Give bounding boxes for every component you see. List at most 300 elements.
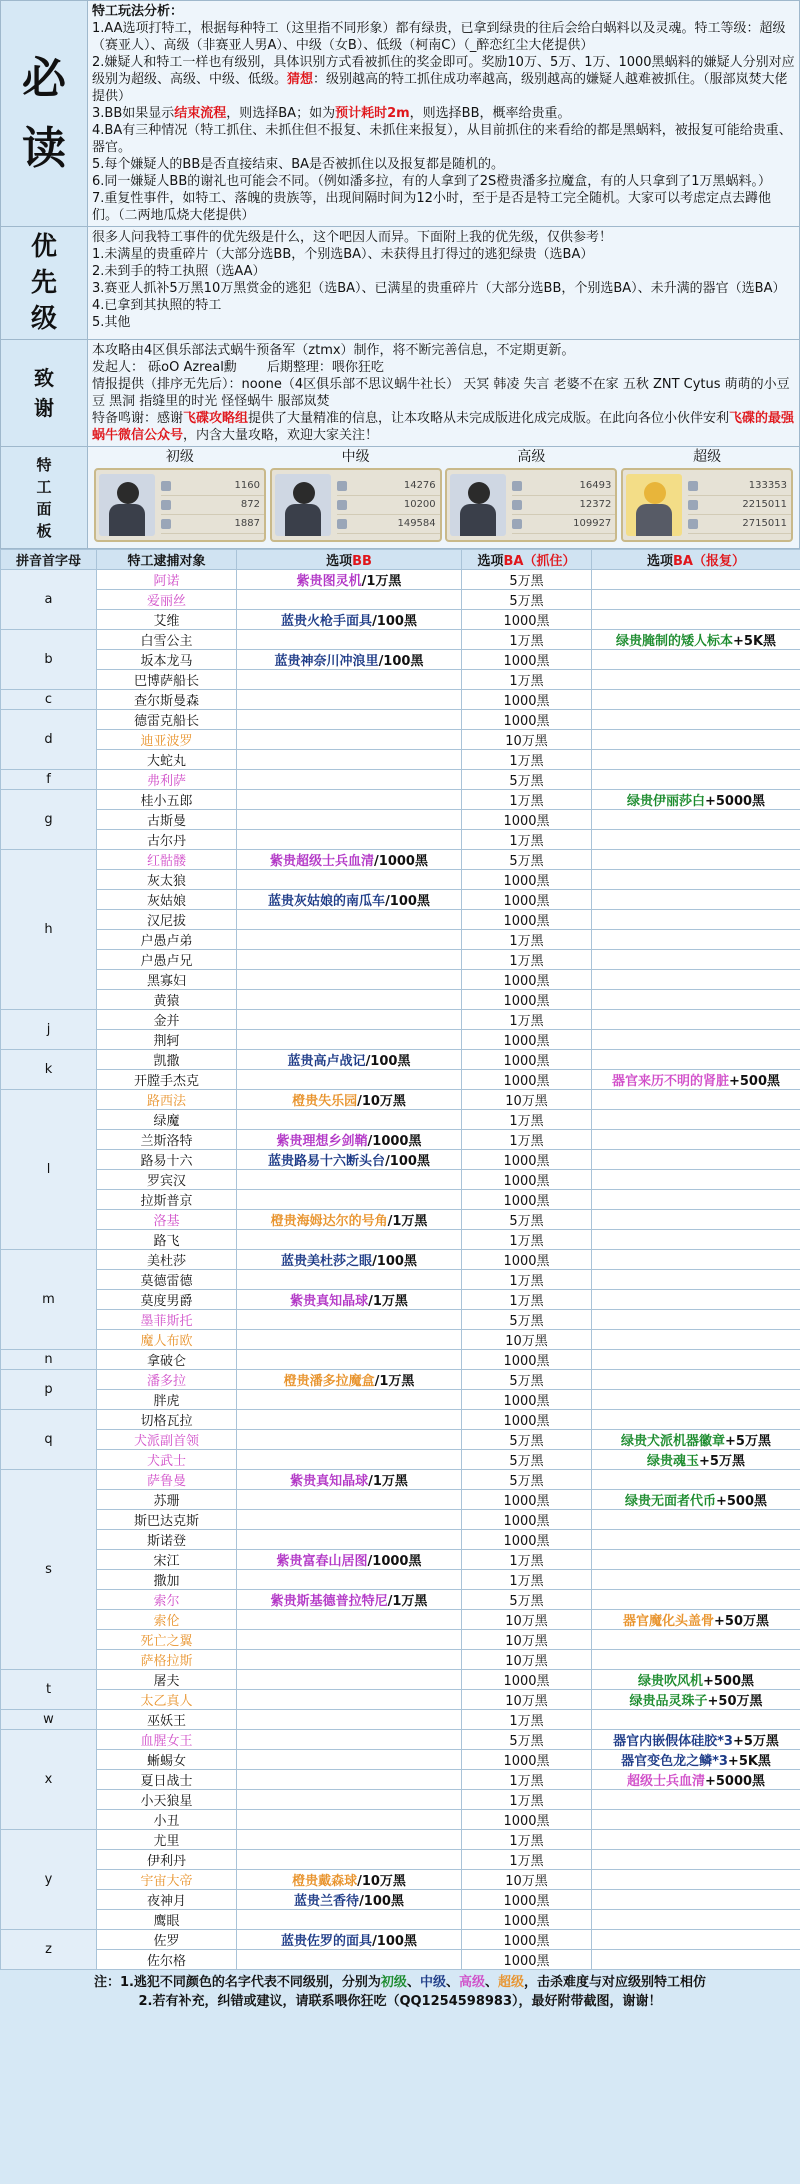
bb-reward-cell [237, 1690, 462, 1710]
agent-card [270, 468, 442, 542]
pinyin-letter-cell: t [1, 1670, 97, 1710]
target-name-cell: 犬派副首领 [97, 1430, 237, 1450]
bb-reward-cell [237, 1730, 462, 1750]
target-name-cell: 小天狼星 [97, 1790, 237, 1810]
agent-avatar-icon [450, 474, 506, 536]
target-name-cell: 查尔斯曼森 [97, 690, 237, 710]
bb-reward-cell [237, 1110, 462, 1130]
must-read-line: 特工玩法分析： [92, 4, 184, 19]
table-row [1, 1030, 800, 1050]
table-row [1, 930, 800, 950]
ba-catch-cell: 1000黑 [462, 810, 592, 830]
target-name-cell: 凯撒 [97, 1050, 237, 1070]
ba-revenge-cell [592, 1090, 800, 1110]
target-name-cell: 弗利萨 [97, 770, 237, 790]
target-name-cell: 索尔 [97, 1590, 237, 1610]
table-row [1, 1210, 800, 1230]
table-row [1, 1750, 800, 1770]
ba-catch-cell: 1000黑 [462, 1070, 592, 1090]
bb-reward-cell: 橙贵失乐园/10万黑 [237, 1090, 462, 1110]
ba-revenge-cell [592, 730, 800, 750]
target-name-cell: 荆轲 [97, 1030, 237, 1050]
table-row [1, 950, 800, 970]
table-row [1, 1430, 800, 1450]
stat-icon [161, 500, 171, 510]
table-row [1, 1310, 800, 1330]
ba-revenge-cell [592, 1930, 800, 1950]
stat-value: 872 [240, 499, 260, 510]
ba-catch-cell: 1000黑 [462, 1930, 592, 1950]
panel-level-header: 中级 [341, 449, 370, 465]
target-name-cell: 血腥女王 [97, 1730, 237, 1750]
table-row [1, 1870, 800, 1890]
pinyin-letter-cell: q [1, 1410, 97, 1470]
bb-reward-cell: 蓝贵高卢战记/100黑 [237, 1050, 462, 1070]
target-name-cell: 迪亚波罗 [97, 730, 237, 750]
ba-catch-cell: 1万黑 [462, 1850, 592, 1870]
bb-reward-cell [237, 1410, 462, 1430]
ba-catch-cell: 5万黑 [462, 1470, 592, 1490]
ba-revenge-cell: 绿贵腌制的矮人标本+5K黑 [592, 630, 800, 650]
thanks-text: 提供了大量精准的信息，让本攻略从未完成版进化成完成版。在此向各位小伙伴安利 [248, 411, 730, 426]
stat-value: 10200 [403, 499, 436, 510]
table-row [1, 810, 800, 830]
table-row [1, 1150, 800, 1170]
bb-reward-cell [237, 630, 462, 650]
stat-value: 2715011 [742, 518, 787, 529]
ba-catch-cell: 1000黑 [462, 1390, 592, 1410]
target-name-cell: 佐罗 [97, 1930, 237, 1950]
table-row [1, 670, 800, 690]
ba-revenge-cell: 绿贵犬派机器徽章+5万黑 [592, 1430, 800, 1450]
stat-icon [512, 500, 522, 510]
stat-value: 149584 [397, 518, 436, 529]
ba-revenge-cell [592, 1790, 800, 1810]
must-read-label: 必 读 [1, 1, 88, 227]
bb-reward-cell [237, 1330, 462, 1350]
ba-revenge-cell [592, 1550, 800, 1570]
thanks-text: 特备鸣谢：感谢 [92, 411, 184, 426]
priority-label: 优 先 级 [1, 227, 88, 340]
ba-revenge-cell [592, 1270, 800, 1290]
ba-catch-cell: 5万黑 [462, 1210, 592, 1230]
ba-revenge-cell [592, 810, 800, 830]
panel-level-header: 超级 [693, 449, 722, 465]
target-name-cell: 绿魔 [97, 1110, 237, 1130]
target-name-cell: 胖虎 [97, 1390, 237, 1410]
ba-revenge-cell [592, 1030, 800, 1050]
ba-catch-cell: 10万黑 [462, 1330, 592, 1350]
ba-revenge-cell [592, 690, 800, 710]
ba-revenge-cell [592, 750, 800, 770]
stat-value: 14276 [403, 480, 436, 491]
stat-icon [337, 481, 347, 491]
ba-catch-cell: 1000黑 [462, 1750, 592, 1770]
target-name-cell: 爱丽丝 [97, 590, 237, 610]
agent-stat [161, 477, 264, 496]
table-row [1, 1530, 800, 1550]
priority-line: 很多人问我特工事件的优先级是什么，这个吧因人而异。下面附上我的优先级，仅供参考！ [92, 230, 613, 245]
pinyin-letter-cell: a [1, 570, 97, 630]
ba-catch-cell: 1000黑 [462, 890, 592, 910]
agent-stat [688, 515, 791, 534]
stat-value: 2215011 [742, 499, 787, 510]
ba-revenge-cell [592, 1850, 800, 1870]
ba-catch-cell: 1000黑 [462, 1250, 592, 1270]
target-name-cell: 宋江 [97, 1550, 237, 1570]
target-name-cell: 萨鲁曼 [97, 1470, 237, 1490]
target-name-cell: 魔人布欧 [97, 1330, 237, 1350]
table-row [1, 1550, 800, 1570]
bb-reward-cell [237, 950, 462, 970]
table-row [1, 1710, 800, 1730]
ba-revenge-cell [592, 1910, 800, 1930]
stat-icon [512, 481, 522, 491]
pinyin-letter-cell: w [1, 1710, 97, 1730]
ba-catch-cell: 1000黑 [462, 1890, 592, 1910]
target-name-cell: 洛基 [97, 1210, 237, 1230]
ba-catch-cell: 5万黑 [462, 1450, 592, 1470]
ba-revenge-cell [592, 1510, 800, 1530]
bb-reward-cell [237, 1710, 462, 1730]
header-ba-revenge: 选项BA（报复） [592, 550, 800, 570]
must-read-line: 1.AA选项打特工，根据每种特工（这里指不同形象）都有绿贵，已拿到绿贵的往后会给白蜗料以及灵魂。特工等级：超级（赛亚人）、高级（非赛亚人男A）、中级（女B）、低级（柯南C）（_醉恋红尘大佬提供） [92, 21, 786, 53]
target-name-cell: 德雷克船长 [97, 710, 237, 730]
ba-catch-cell: 1万黑 [462, 630, 592, 650]
table-row [1, 1070, 800, 1090]
must-read-line: 7.重复性事件，如特工、落魄的贵族等，出现间隔时间为12小时，至于是否是特工完全随机。大家可以考虑定点去蹲他们。（二两地瓜烧大佬提供） [92, 191, 771, 223]
table-row [1, 1410, 800, 1430]
target-name-cell: 莫度男爵 [97, 1290, 237, 1310]
ba-catch-cell: 1000黑 [462, 1030, 592, 1050]
ba-revenge-cell [592, 1230, 800, 1250]
thanks-section [1, 340, 800, 447]
bb-reward-cell [237, 1610, 462, 1630]
ba-catch-cell: 1万黑 [462, 1550, 592, 1570]
target-name-cell: 路西法 [97, 1090, 237, 1110]
ba-revenge-cell: 绿贵伊丽莎白+5000黑 [592, 790, 800, 810]
ba-revenge-cell [592, 990, 800, 1010]
ba-revenge-cell [592, 910, 800, 930]
level-super: 超级 [498, 1975, 525, 1990]
ba-catch-cell: 1万黑 [462, 1230, 592, 1250]
stat-icon [512, 519, 522, 529]
pinyin-letter-cell: k [1, 1050, 97, 1090]
level-low: 初级 [380, 1975, 407, 1990]
agent-avatar-icon [275, 474, 331, 536]
must-read-line: 5.每个嫌疑人的BB是否直接结束、BA是否被抓住以及报复都是随机的。 [92, 157, 505, 172]
table-row [1, 1810, 800, 1830]
ba-catch-cell: 1万黑 [462, 1010, 592, 1030]
table-row [1, 1890, 800, 1910]
target-name-cell: 桂小五郎 [97, 790, 237, 810]
agent-stat [161, 515, 264, 534]
table-row [1, 1510, 800, 1530]
bb-reward-cell [237, 970, 462, 990]
pinyin-letter-cell: y [1, 1830, 97, 1930]
agent-stat [161, 496, 264, 515]
target-name-cell: 古斯曼 [97, 810, 237, 830]
ba-revenge-cell [592, 1310, 800, 1330]
table-row [1, 1930, 800, 1950]
bb-reward-cell [237, 1030, 462, 1050]
stat-icon [161, 481, 171, 491]
table-row [1, 910, 800, 930]
ba-revenge-cell [592, 1590, 800, 1610]
target-name-cell: 蜥蜴女 [97, 1750, 237, 1770]
ba-catch-cell: 1000黑 [462, 1350, 592, 1370]
target-name-cell: 鹰眼 [97, 1910, 237, 1930]
target-name-cell: 拿破仑 [97, 1350, 237, 1370]
agent-avatar-icon [626, 474, 682, 536]
target-name-cell: 路飞 [97, 1230, 237, 1250]
bb-reward-cell [237, 1790, 462, 1810]
ba-catch-cell: 10万黑 [462, 730, 592, 750]
agent-card [94, 468, 266, 542]
ba-revenge-cell [592, 890, 800, 910]
bb-reward-cell: 紫贵超级士兵血清/1000黑 [237, 850, 462, 870]
bb-reward-cell [237, 1630, 462, 1650]
target-name-cell: 小丑 [97, 1810, 237, 1830]
thanks-text: ，内含大量攻略，欢迎大家关注！ [183, 428, 379, 443]
must-read-line: 4.BA有三种情况（特工抓住、未抓住但不报复、未抓住来报复），从目前抓住的来看给的都是黑蜗料，被报复可能给贵重、器官。 [92, 123, 792, 155]
ba-catch-cell: 1000黑 [462, 910, 592, 930]
target-name-cell: 兰斯洛特 [97, 1130, 237, 1150]
capture-table [0, 549, 800, 1970]
stat-icon [161, 519, 171, 529]
ba-revenge-cell [592, 1830, 800, 1850]
target-name-cell: 切格瓦拉 [97, 1410, 237, 1430]
ba-revenge-cell [592, 970, 800, 990]
target-name-cell: 巫妖王 [97, 1710, 237, 1730]
ba-revenge-cell [592, 650, 800, 670]
priority-line: 3.赛亚人抓补5万黑10万黑赏金的逃犯（选BA）、已满星的贵重碎片（大部分选BB，个别选BA）、未升满的器官（选BA） [92, 281, 786, 296]
ba-revenge-cell [592, 590, 800, 610]
table-row [1, 710, 800, 730]
panel-level-headers [92, 449, 795, 466]
agent-stat [337, 496, 440, 515]
footer-note [0, 1970, 800, 2011]
bb-reward-cell [237, 790, 462, 810]
target-name-cell: 户愚卢兄 [97, 950, 237, 970]
table-row [1, 690, 800, 710]
priority-content [88, 227, 800, 340]
thanks-line-4 [92, 410, 795, 444]
stat-icon [688, 500, 698, 510]
bb-reward-cell [237, 1530, 462, 1550]
target-name-cell: 伊利丹 [97, 1850, 237, 1870]
target-name-cell: 古尔丹 [97, 830, 237, 850]
target-name-cell: 撒加 [97, 1570, 237, 1590]
ba-revenge-cell [592, 930, 800, 950]
ba-revenge-cell [592, 1130, 800, 1150]
ba-revenge-cell [592, 610, 800, 630]
bb-reward-cell [237, 1950, 462, 1970]
bb-reward-cell [237, 690, 462, 710]
pinyin-letter-cell: f [1, 770, 97, 790]
target-name-cell: 灰姑娘 [97, 890, 237, 910]
priority-line: 5.其他 [92, 315, 131, 330]
must-read-section [1, 1, 800, 227]
table-row [1, 1350, 800, 1370]
table-row [1, 1650, 800, 1670]
panel-label: 特 工 面 板 [1, 447, 88, 549]
target-name-cell: 尤里 [97, 1830, 237, 1850]
bb-reward-cell [237, 1810, 462, 1830]
stat-value: 133353 [748, 480, 787, 491]
table-row [1, 590, 800, 610]
table-row [1, 1850, 800, 1870]
ba-revenge-cell: 绿贵吹风机+500黑 [592, 1670, 800, 1690]
pinyin-letter-cell: j [1, 1010, 97, 1050]
target-name-cell: 拉斯普京 [97, 1190, 237, 1210]
bb-reward-cell: 蓝贵美杜莎之眼/100黑 [237, 1250, 462, 1270]
ba-revenge-cell [592, 670, 800, 690]
target-name-cell: 莫德雷德 [97, 1270, 237, 1290]
bb-reward-cell [237, 810, 462, 830]
table-row [1, 1730, 800, 1750]
table-row [1, 1910, 800, 1930]
bb-reward-cell: 蓝贵神奈川冲浪里/100黑 [237, 650, 462, 670]
bb-reward-cell [237, 1570, 462, 1590]
agent-card [621, 468, 793, 542]
panel-level-header: 初级 [165, 449, 194, 465]
agent-card [445, 468, 617, 542]
ba-revenge-cell [592, 870, 800, 890]
ba-catch-cell: 5万黑 [462, 1730, 592, 1750]
priority-line: 2.未到手的特工执照（选AA） [92, 264, 266, 279]
ba-catch-cell: 1000黑 [462, 1910, 592, 1930]
ba-revenge-cell [592, 1150, 800, 1170]
agent-stat [512, 477, 615, 496]
stat-value: 1887 [234, 518, 260, 529]
ba-revenge-cell [592, 570, 800, 590]
ba-catch-cell: 5万黑 [462, 590, 592, 610]
bb-reward-cell: 橙贵海姆达尔的号角/1万黑 [237, 1210, 462, 1230]
ba-revenge-cell: 器官内嵌假体硅胶*3+5万黑 [592, 1730, 800, 1750]
target-name-cell: 墨菲斯托 [97, 1310, 237, 1330]
target-name-cell: 阿诺 [97, 570, 237, 590]
table-row [1, 1330, 800, 1350]
table-row [1, 1370, 800, 1390]
target-name-cell: 佐尔格 [97, 1950, 237, 1970]
table-row [1, 1570, 800, 1590]
target-name-cell: 巴博萨船长 [97, 670, 237, 690]
pinyin-letter-cell: l [1, 1090, 97, 1250]
target-name-cell: 红骷髅 [97, 850, 237, 870]
level-mid: 中级 [419, 1975, 446, 1990]
table-row [1, 870, 800, 890]
table-row [1, 1050, 800, 1070]
table-row [1, 1470, 800, 1490]
table-row [1, 570, 800, 590]
bb-reward-cell [237, 870, 462, 890]
agent-stat [688, 477, 791, 496]
panel-section [1, 447, 800, 549]
ufo-group-name: 飞碟攻略组 [183, 411, 249, 426]
table-row [1, 890, 800, 910]
ba-revenge-cell [592, 1290, 800, 1310]
priority-section [1, 227, 800, 340]
table-row [1, 850, 800, 870]
ba-revenge-cell [592, 1390, 800, 1410]
ba-revenge-cell [592, 1370, 800, 1390]
table-row [1, 1270, 800, 1290]
ba-catch-cell: 5万黑 [462, 1590, 592, 1610]
ba-revenge-cell [592, 830, 800, 850]
thanks-line-1: 本攻略由4区俱乐部法式蜗牛预备军（ztmx）制作，将不断完善信息，不定期更新。 [92, 343, 575, 358]
agent-stat [688, 496, 791, 515]
header-letter: 拼音首字母 [1, 550, 97, 570]
bb-reward-cell [237, 750, 462, 770]
ba-revenge-cell [592, 1570, 800, 1590]
stat-value: 16493 [579, 480, 612, 491]
table-row [1, 790, 800, 810]
ba-catch-cell: 1000黑 [462, 1670, 592, 1690]
ba-revenge-cell [592, 770, 800, 790]
header-bb: 选项BB [237, 550, 462, 570]
bb-reward-cell: 紫贵真知晶球/1万黑 [237, 1290, 462, 1310]
ba-catch-cell: 1000黑 [462, 970, 592, 990]
bb-reward-cell: 蓝贵兰香待/100黑 [237, 1890, 462, 1910]
table-row [1, 1690, 800, 1710]
ba-revenge-cell [592, 1350, 800, 1370]
bb-reward-cell [237, 1310, 462, 1330]
target-name-cell: 大蛇丸 [97, 750, 237, 770]
table-row [1, 610, 800, 630]
stat-icon [688, 481, 698, 491]
bb-reward-cell [237, 1750, 462, 1770]
capture-table-body [1, 570, 800, 1970]
table-row [1, 1110, 800, 1130]
target-name-cell: 犬武士 [97, 1450, 237, 1470]
bb-reward-cell [237, 730, 462, 750]
ba-revenge-cell [592, 1810, 800, 1830]
stat-icon [337, 500, 347, 510]
ba-catch-cell: 10万黑 [462, 1090, 592, 1110]
target-name-cell: 太乙真人 [97, 1690, 237, 1710]
table-row [1, 1670, 800, 1690]
bb-reward-cell [237, 1390, 462, 1410]
ba-revenge-cell [592, 1630, 800, 1650]
ba-revenge-cell [592, 1890, 800, 1910]
thanks-label: 致 谢 [1, 340, 88, 447]
table-row [1, 1130, 800, 1150]
ba-revenge-cell [592, 710, 800, 730]
bb-reward-cell [237, 1450, 462, 1470]
bb-reward-cell: 蓝贵路易十六断头台/100黑 [237, 1150, 462, 1170]
target-name-cell: 美杜莎 [97, 1250, 237, 1270]
ba-revenge-cell [592, 1530, 800, 1550]
table-row [1, 1010, 800, 1030]
ba-catch-cell: 1万黑 [462, 1110, 592, 1130]
agent-stat [337, 515, 440, 534]
ba-revenge-cell [592, 1650, 800, 1670]
table-row [1, 1630, 800, 1650]
priority-line: 4.已拿到其执照的特工 [92, 298, 222, 313]
stat-value: 109927 [573, 518, 612, 529]
ba-catch-cell: 1万黑 [462, 790, 592, 810]
ba-catch-cell: 1000黑 [462, 710, 592, 730]
ba-revenge-cell [592, 1410, 800, 1430]
ba-catch-cell: 1万黑 [462, 950, 592, 970]
thanks-line-3: 情报提供（排序无先后）：noone（4区俱乐部不思议蜗牛社长） 天冥 韩凌 失言 老婆不在家 五秋 ZNT Cytus 萌萌的小豆豆 黑洞 指缝里的时光 怪怪蜗牛 服部岚焚 [92, 377, 790, 409]
target-name-cell: 索伦 [97, 1610, 237, 1630]
bb-reward-cell [237, 590, 462, 610]
table-row [1, 1830, 800, 1850]
target-name-cell: 潘多拉 [97, 1370, 237, 1390]
ba-catch-cell: 1000黑 [462, 690, 592, 710]
